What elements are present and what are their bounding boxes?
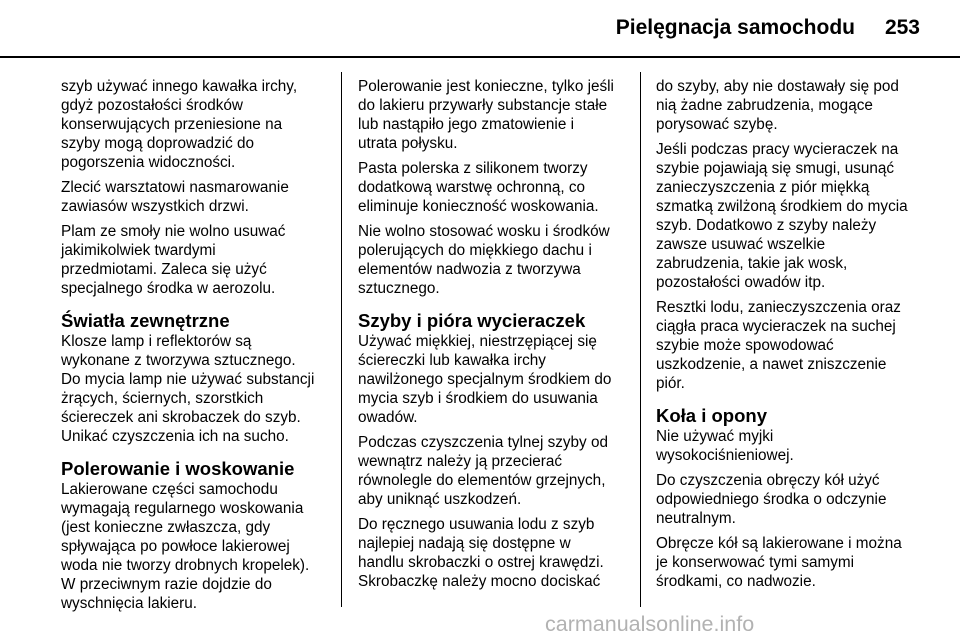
text-line: lub nastąpiło jego zmatowienie i <box>358 116 574 133</box>
paragraph <box>656 534 926 591</box>
text-line: szyby mogą doprowadzić do <box>61 135 255 152</box>
text-line: szybie pojawiają się smugi, usunąć <box>656 160 895 177</box>
text-line: uszkodzenie, a nawet zniszczenie <box>656 356 887 373</box>
text-line: Do czyszczenia obręczy kół użyć <box>656 472 880 489</box>
paragraph <box>656 140 926 292</box>
text-line: żrących, ściernych, szorstkich <box>61 390 264 407</box>
text-line: je konserwować tymi samymi <box>656 554 855 571</box>
text-line: Podczas czyszczenia tylnej szyby od <box>358 434 608 451</box>
text-line: (jest konieczne zwłaszcza, gdy <box>61 519 271 536</box>
text-line: zanieczyszczenia z piór miękką <box>656 179 870 196</box>
section-heading-exterior-lights: Światła zewnętrzne <box>61 310 230 331</box>
section-heading-wheels-tyres: Koła i opony <box>656 405 767 426</box>
paragraph <box>656 471 926 528</box>
text-line: mycia szyb i środkiem do usuwania <box>358 390 598 407</box>
text-line: najlepiej nadają się dostępne w <box>358 535 571 552</box>
text-line: szyb. Dodatkowo z szyby należy <box>656 217 877 234</box>
text-line: Plam ze smoły nie wolno usuwać <box>61 223 286 240</box>
paragraph <box>61 77 326 172</box>
text-line: wyschnięcia lakieru. <box>61 595 198 612</box>
text-line: Do mycia lamp nie używać substancji <box>61 371 315 388</box>
paragraph <box>358 332 628 427</box>
text-line: szmatką zwilżoną środkiem do mycia <box>656 198 908 215</box>
text-line: Zlecić warsztatowi nasmarowanie <box>61 179 289 196</box>
text-line: do szyby, aby nie dostawały się pod <box>656 78 899 95</box>
text-line: Pasta polerska z silikonem tworzy <box>358 160 588 177</box>
text-line: wykonane z tworzywa sztucznego. <box>61 352 296 369</box>
paragraph <box>358 433 628 509</box>
text-line: pozostałości owadów itp. <box>656 274 826 291</box>
text-line: Do ręcznego usuwania lodu z szyb <box>358 516 595 533</box>
paragraph <box>61 222 326 298</box>
text-line: eliminuje konieczność woskowania. <box>358 198 599 215</box>
text-line: przedmiotami. Zaleca się użyć <box>61 261 267 278</box>
section-heading-polishing-waxing: Polerowanie i woskowanie <box>61 458 295 479</box>
text-line: zabrudzenia, takie jak wosk, <box>656 255 848 272</box>
text-line: Skrobaczkę należy mocno dociskać <box>358 573 601 590</box>
text-line: nawilżonego specjalnym środkiem do <box>358 371 612 388</box>
text-line: ciągła praca wycieraczek na suchej <box>656 318 896 335</box>
text-line: specjalnego środka w aerozolu. <box>61 280 276 297</box>
text-line: owadów. <box>358 409 418 426</box>
text-line: pogorszenia widoczności. <box>61 154 236 171</box>
text-line: szybie może spowodować <box>656 337 834 354</box>
text-line: wymagają regularnego woskowania <box>61 500 304 517</box>
text-line: ściereczki lub kawałka irchy <box>358 352 546 369</box>
column-divider <box>341 72 342 607</box>
text-line: Nie wolno stosować wosku i środków <box>358 223 610 240</box>
text-line: równolegle do elementów grzejnych, <box>358 472 606 489</box>
text-line: do lakieru przywarły substancje stałe <box>358 97 608 114</box>
page-header <box>0 0 960 56</box>
text-line: woda nie tworzy drobnych kropelek). <box>61 557 310 574</box>
text-line: ściereczek ani skrobaczek do szyb. <box>61 409 301 426</box>
text-line: Unikać czyszczenia ich na sucho. <box>61 428 289 445</box>
text-line: Nie używać myjki <box>656 428 774 445</box>
column-divider <box>640 72 641 607</box>
text-line: handlu skrobaczki o ostrej krawędzi. <box>358 554 604 571</box>
page-number: 253 <box>884 16 920 39</box>
chapter-title: Pielęgnacja samochodu <box>615 16 855 39</box>
paragraph <box>656 77 926 134</box>
text-line: Używać miękkiej, niestrzępiącej się <box>358 333 597 350</box>
text-line: polerujących do miękkiego dachu i <box>358 242 592 259</box>
text-line: utrata połysku. <box>358 135 458 152</box>
text-line: Obręcze kół są lakierowane i można <box>656 535 902 552</box>
text-line: spływająca po powłoce lakierowej <box>61 538 290 555</box>
paragraph <box>61 480 326 613</box>
text-line: piór. <box>656 375 685 392</box>
header-divider <box>0 56 960 58</box>
text-line: nią żadne zabrudzenia, mogące <box>656 97 873 114</box>
text-line: neutralnym. <box>656 510 736 527</box>
paragraph <box>358 159 628 216</box>
text-line: zawiasów wszystkich drzwi. <box>61 198 249 215</box>
text-line: wewnątrz należy ją przecierać <box>358 453 563 470</box>
section-heading-windows-wipers: Szyby i pióra wycieraczek <box>358 310 586 331</box>
text-column-1 <box>61 77 326 619</box>
paragraph <box>656 298 926 393</box>
paragraph <box>656 427 926 465</box>
paragraph <box>358 515 628 591</box>
text-line: wysokociśnieniowej. <box>656 447 794 464</box>
text-column-3 <box>656 77 926 597</box>
text-line: elementów nadwozia z tworzywa <box>358 261 581 278</box>
text-line: dodatkową warstwę ochronną, co <box>358 179 586 196</box>
text-line: jakimikolwiek twardymi <box>61 242 216 259</box>
text-line: odpowiedniego środka o odczynie <box>656 491 887 508</box>
text-line: środkami, co nadwozie. <box>656 573 816 590</box>
text-line: zawsze usuwać wszelkie <box>656 236 826 253</box>
paragraph <box>61 178 326 216</box>
paragraph <box>358 77 628 153</box>
paragraph <box>61 332 326 446</box>
text-line: gdyż pozostałości środków <box>61 97 243 114</box>
text-line: szyb używać innego kawałka irchy, <box>61 78 298 95</box>
text-line: Lakierowane części samochodu <box>61 481 278 498</box>
text-line: Klosze lamp i reflektorów są <box>61 333 252 350</box>
text-line: W przeciwnym razie dojdzie do <box>61 576 272 593</box>
text-line: sztucznego. <box>358 280 440 297</box>
text-line: aby uniknąć uszkodzeń. <box>358 491 522 508</box>
text-line: konserwujących przeniesione na <box>61 116 283 133</box>
text-line: Polerowanie jest konieczne, tylko jeśli <box>358 78 614 95</box>
text-line: Resztki lodu, zanieczyszczenia oraz <box>656 299 901 316</box>
paragraph <box>358 222 628 298</box>
text-line: Jeśli podczas pracy wycieraczek na <box>656 141 899 158</box>
text-column-2 <box>358 77 628 597</box>
site-watermark: carmanualsonline.info <box>545 612 755 636</box>
text-line: porysować szybę. <box>656 116 778 133</box>
